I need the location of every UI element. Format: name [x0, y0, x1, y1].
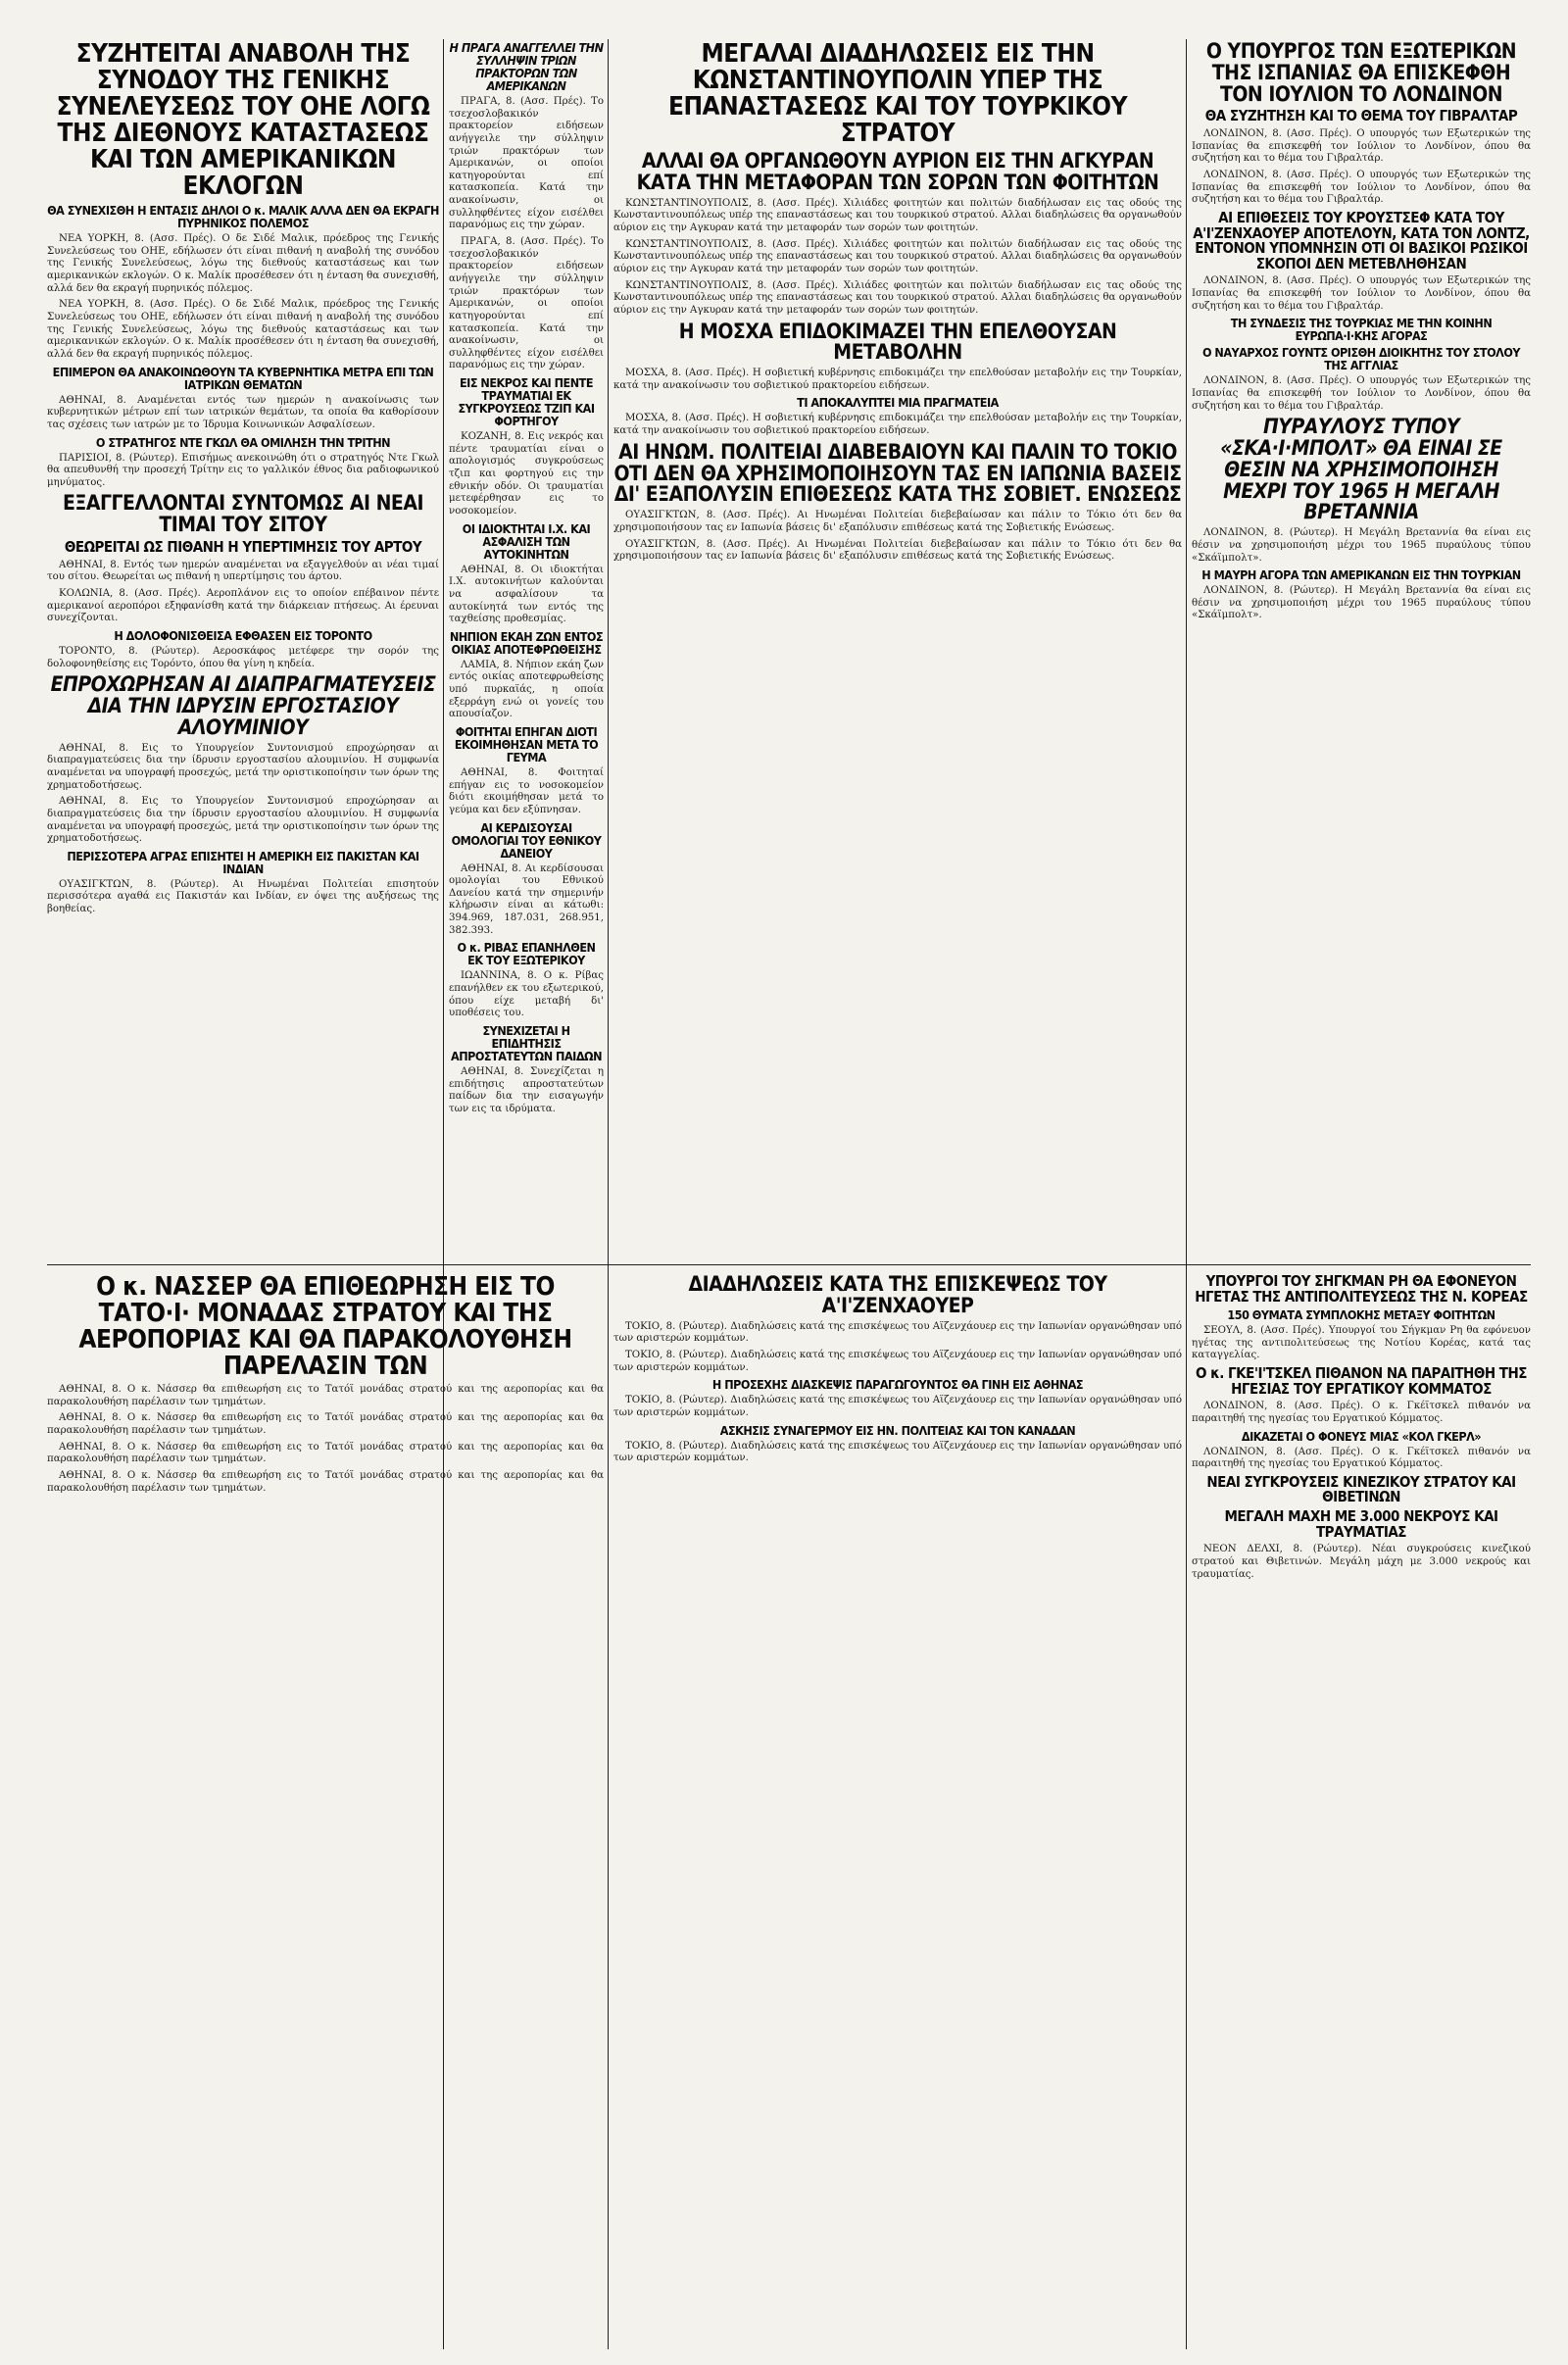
headline: ΕΙΣ ΝΕΚΡΟΣ ΚΑΙ ΠΕΝΤΕ ΤΡΑΥΜΑΤΙΑΙ ΕΚ ΣΥΓΚΡΟΥΣΕΩΣ ΤΖΙΠ ΚΑΙ ΦΟΡΤΗΓΟΥ: [458, 375, 595, 429]
column-center: [613, 37, 1182, 1253]
article-text: ΑΘΗΝΑΙ, 8. Ο κ. Νάσσερ θα επιθεωρήση εις το Τατόϊ μονάδας στρατού και της αεροπορίας και θα παρακολουθήση παρέλασιν των τμημάτων.: [47, 1412, 604, 1437]
headline: ΑΙ ΚΕΡΔΙΣΟΥΣΑΙ ΟΜΟΛΟΓΙΑΙ ΤΟΥ ΕΘΝΙΚΟΥ ΔΑΝΕΙΟΥ: [451, 819, 602, 861]
article-text: ΚΟΛΩΝΙΑ, 8. (Ασσ. Πρές). Αεροπλάνον εις το οποίον επέβαινον πέντε αμερικανοί αεροπόροι εξηφανίσθη κατά την διάρκειαν πτήσεως. Αι έρευναι συνεχίζονται.: [47, 587, 439, 624]
subheadline: ΑΛΛΑΙ ΘΑ ΟΡΓΑΝΩΘΟΥΝ ΑΥΡΙΟΝ ΕΙΣ ΤΗΝ ΑΓΚΥΡΑΝ ΚΑΤΑ ΤΗΝ ΜΕΤΑΦΟΡΑΝ ΤΩΝ ΣΟΡΩΝ ΤΩΝ ΦΟΙΤΗΤΩΝ: [636, 149, 1159, 194]
article-text: ΚΩΝΣΤΑΝΤΙΝΟΥΠΟΛΙΣ, 8. (Ασσ. Πρές). Χιλιάδες φοιτητών και πολιτών διαδήλωσαν εις τας οδούς της Κωνσταντινουπόλεως υπέρ της επαναστάσεως και του τουρκικού στρατού. Αλλαι διαδηλώσεις θα οργανωθούν αύριον εις την Αγκυραν κατά την μεταφοράν των σορών των φοιτητών.: [613, 238, 1182, 274]
subheadline: ΘΕΩΡΕΙΤΑΙ ΩΣ ΠΙΘΑΝΗ Η ΥΠΕΡΤΙΜΗΣΙΣ ΤΟΥ ΑΡΤΟΥ: [64, 538, 422, 557]
article-text: ΜΟΣΧΑ, 8. (Ασσ. Πρές). Η σοβιετική κυβέρνησις επιδοκιμάζει την επελθούσαν μεταβολήν εις την Τουρκίαν, κατά την ανακοίνωσιν του σοβιετικού πρακτορείου ειδήσεων.: [613, 368, 1182, 391]
headline: ΠΕΡΙΣΣΟΤΕΡΑ ΑΓΡΑΣ ΕΠΙΣΗΤΕΙ Η ΑΜΕΡΙΚΗ ΕΙΣ ΠΑΚΙΣΤΑΝ ΚΑΙ ΙΝΔΙΑΝ: [67, 848, 419, 876]
article-text: ΚΩΝΣΤΑΝΤΙΝΟΥΠΟΛΙΣ, 8. (Ασσ. Πρές). Χιλιάδες φοιτητών και πολιτών διαδήλωσαν εις τας οδούς της Κωνσταντινουπόλεως υπέρ της επαναστάσεως και του τουρκικού στρατού. Αλλαι διαδηλώσεις θα οργανωθούν αύριον εις την Αγκυραν κατά την μεταφοράν των σορών των φοιτητών.: [613, 197, 1182, 234]
headline: ΕΠΡΟΧΩΡΗΣΑΝ ΑΙ ΔΙΑΠΡΑΓΜΑΤΕΥΣΕΙΣ ΔΙΑ ΤΗΝ ΙΔΡΥΣΙΝ ΕΡΓΟΣΤΑΣΙΟΥ ΑΛΟΥΜΙΝΙΟΥ: [50, 672, 436, 739]
article-text: ΛΟΝΔΙΝΟΝ, 8. (Ασσ. Πρές). Ο υπουργός των Εξωτερικών της Ισπανίας θα επισκεφθή τον Ιούλιον το Λονδίνον, όπου θα συζητήση και το θέμα του Γιβραλτάρ.: [1192, 128, 1531, 165]
article-text: ΤΟΚΙΟ, 8. (Ρώυτερ). Διαδηλώσεις κατά της επισκέψεως του Αϊζενχάουερ εις την Ιαπωνίαν οργανώθησαν υπό των αριστερών κομμάτων.: [613, 1395, 1182, 1418]
headline: ΔΙΑΔΗΛΩΣΕΙΣ ΚΑΤΑ ΤΗΣ ΕΠΙΣΚΕΨΕΩΣ ΤΟΥ Α'Ι'ΖΕΝΧΑΟΥΕΡ: [688, 1272, 1107, 1317]
headline: Ο κ. ΡΙΒΑΣ ΕΠΑΝΗΛΘΕΝ ΕΚ ΤΟΥ ΕΞΩΤΕΡΙΚΟΥ: [457, 940, 596, 968]
article-text: ΑΘΗΝΑΙ, 8. Οι ιδιοκτήται Ι.Χ. αυτοκινήτων καλούνται να ασφαλίσουν τα αυτοκίνητά των εντός της ταχθείσης προθεσμίας.: [449, 564, 604, 625]
article-text: ΟΥΑΣΙΓΚΤΩΝ, 8. (Ρώυτερ). Αι Ηνωμέναι Πολιτείαι επισητούν περισσότερα αγαθά εις Πακιστάν και Ινδίαν, εν όψει της αυξήσεως της βοηθείας.: [47, 878, 439, 915]
headline: ΝΕΑΙ ΣΥΓΚΡΟΥΣΕΙΣ ΚΙΝΕΖΙΚΟΥ ΣΤΡΑΤΟΥ ΚΑΙ ΘΙΒΕΤΙΝΩΝ: [1206, 1472, 1516, 1506]
lower-center: [613, 1270, 1182, 2348]
article-text: ΤΟΚΙΟ, 8. (Ρώυτερ). Διαδηλώσεις κατά της επισκέψεως του Αϊζενχάουερ εις την Ιαπωνίαν οργανώθησαν υπό των αριστερών κομμάτων.: [613, 1349, 1182, 1373]
lower-right: [1192, 1270, 1531, 2348]
article-text: ΤΟΡΟΝΤΟ, 8. (Ρώυτερ). Αεροσκάφος μετέφερε την σορόν της δολοφονηθείσης εις Τορόντο, όπου θα γίνη η κηδεία.: [47, 645, 439, 669]
article-text: ΤΟΚΙΟ, 8. (Ρώυτερ). Διαδηλώσεις κατά της επισκέψεως του Αϊζενχάουερ εις την Ιαπωνίαν οργανώθησαν υπό των αριστερών κομμάτων.: [613, 1320, 1182, 1345]
subheadline: 150 ΘΥΜΑΤΑ ΣΥΜΠΛΟΚΗΣ ΜΕΤΑΞΥ ΦΟΙΤΗΤΩΝ: [1227, 1307, 1495, 1323]
article-text: ΠΑΡΙΣΙΟΙ, 8. (Ρώυτερ). Επισήμως ανεκοινώθη ότι ο στρατηγός Ντε Γκωλ θα απευθυνθή την προσεχή Τρίτην εις το γαλλικόν έθνος δια ραδιοφωνικού μηνύματος.: [47, 452, 439, 488]
article-text: ΝΕΑ ΥΟΡΚΗ, 8. (Ασσ. Πρές). Ο δε Σιδέ Μαλικ, πρόεδρος της Γενικής Συνελεύσεως του ΟΗΕ, εδήλωσεν ότι είναι πιθανή η αναβολή της συνόδου της Γενικής Συνελεύσεως, λόγω της διεθνούς καταστάσεως και των αμερικανικών εκλογών. Ο κ. Μαλίκ προσέθεσεν ότι η ένταση θα συνεχισθή, αλλά δεν θα εκραγή πυρηνικός πόλεμος.: [47, 233, 439, 294]
section-rule: [47, 1264, 1531, 1265]
article-text: ΑΘΗΝΑΙ, 8. Αναμένεται εντός των ημερών η ανακοίνωσις των κυβερνητικών μέτρων επί των ιατρικών θεμάτων, τα οποία θα καθορίσουν τας σχέσεις των ιατρών με το Ίδρυμα Κοινωνικών Ασφαλίσεων.: [47, 394, 439, 430]
article-text: ΑΘΗΝΑΙ, 8. Φοιτηταί επήγαν εις το νοσοκομείον διότι εκοιμήθησαν μετά το γεύμα και δεν εξύπνησαν.: [449, 766, 604, 815]
article-text: ΚΩΝΣΤΑΝΤΙΝΟΥΠΟΛΙΣ, 8. (Ασσ. Πρές). Χιλιάδες φοιτητών και πολιτών διαδήλωσαν εις τας οδούς της Κωνσταντινουπόλεως υπέρ της επαναστάσεως και του τουρκικού στρατού. Αλλαι διαδηλώσεις θα οργανωθούν αύριον εις την Αγκυραν κατά την μεταφοράν των σορών των φοιτητών.: [613, 279, 1182, 316]
article-text: ΛΑΜΙΑ, 8. Νήπιον εκάη ζων εντός οικίας αποτεφρωθείσης υπό πυρκαϊάς, η οποία εξερράγη ενώ οι γονείς του απουσίαζον.: [449, 659, 604, 720]
lower-left: [47, 1270, 604, 2348]
headline: ΣΥΖΗΤΕΙΤΑΙ ΑΝΑΒΟΛΗ ΤΗΣ ΣΥΝΟΔΟΥ ΤΗΣ ΓΕΝΙΚΗΣ ΣΥΝΕΛΕΥΣΕΩΣ ΤΟΥ ΟΗΕ ΛΟΓΩ ΤΗΣ ΔΙΕΘΝΟΥΣ ΚΑΤΑΣΤΑΣΕΩΣ ΚΑΙ ΤΩΝ ΑΜΕΡΙΚΑΝΙΚΩΝ ΕΚΛΟΓΩΝ: [56, 39, 430, 202]
article-text: ΣΕΟΥΛ, 8. (Ασσ. Πρές). Υπουργοί του Σήγκμαν Ρη θα εφόνευον ηγέτας της αντιπολιτεύσεως της Νοτίου Κορέας, κατά τας καταγγελίας.: [1192, 1325, 1531, 1361]
headline: ΑΙ ΕΠΙΘΕΣΕΙΣ ΤΟΥ ΚΡΟΥΣΤΣΕΦ ΚΑΤΑ ΤΟΥ Α'Ι'ΖΕΝΧΑΟΥΕΡ ΑΠΟΤΕΛΟΥΝ, ΚΑΤΑ ΤΟΝ ΛΟΝΤΖ, ΕΝΤΟΝΟΝ ΥΠΟΜΝΗΣΙΝ ΟΤΙ ΟΙ ΒΑΣΙΚΟΙ ΡΩΣΙΚΟΙ ΣΚΟΠΟΙ ΔΕΝ ΜΕΤΕΒΛΗΘΗΣΑΝ: [1193, 208, 1530, 272]
headline: ΕΠΙΜΕΡΟΝ ΘΑ ΑΝΑΚΟΙΝΩΘΟΥΝ ΤΑ ΚΥΒΕΡΝΗΤΙΚΑ ΜΕΤΡΑ ΕΠΙ ΤΩΝ ΙΑΤΡΙΚΩΝ ΘΕΜΑΤΩΝ: [52, 364, 434, 392]
headline: Ο κ. ΓΚΕ'Ι'ΤΣΚΕΛ ΠΙΘΑΝΟΝ ΝΑ ΠΑΡΑΙΤΗΘΗ ΤΗΣ ΗΓΕΣΙΑΣ ΤΟΥ ΕΡΓΑΤΙΚΟΥ ΚΟΜΜΑΤΟΣ: [1195, 1364, 1528, 1398]
article-text: ΑΘΗΝΑΙ, 8. Ο κ. Νάσσερ θα επιθεωρήση εις το Τατόϊ μονάδας στρατού και της αεροπορίας και θα παρακολουθήση παρέλασιν των τμημάτων.: [47, 1469, 604, 1494]
subheadline: ΜΕΓΑΛΗ ΜΑΧΗ ΜΕ 3.000 ΝΕΚΡΟΥΣ ΚΑΙ ΤΡΑΥΜΑΤΙΑΣ: [1224, 1507, 1498, 1541]
column-narrow: [449, 37, 604, 1253]
article-text: ΛΟΝΔΙΝΟΝ, 8. (Ασσ. Πρές). Ο υπουργός των Εξωτερικών της Ισπανίας θα επισκεφθή τον Ιούλιον το Λονδίνον, όπου θα συζητήση και το θέμα του Γιβραλτάρ.: [1192, 375, 1531, 412]
headline: ΝΗΠΙΟΝ ΕΚΑΗ ΖΩΝ ΕΝΤΟΣ ΟΙΚΙΑΣ ΑΠΟΤΕΦΡΩΘΕΙΣΗΣ: [449, 628, 604, 657]
article-text: ΟΥΑΣΙΓΚΤΩΝ, 8. (Ασσ. Πρές). Αι Ηνωμέναι Πολιτείαι διεβεβαίωσαν και πάλιν το Τόκιο ότι δεν θα χρησιμοποιήσουν τας εν Ιαπωνία βάσεις δι' εξαπόλυσιν επιθέσεως κατά της Σοβιετικής Ενώσεως.: [613, 510, 1182, 533]
column-left: [47, 37, 439, 1253]
article-text: ΑΘΗΝΑΙ, 8. Εντός των ημερών αναμένεται να εξαγγελθούν αι νέαι τιμαί του σίτου. Θεωρείται ως πιθανή η υπερτίμησις του άρτου.: [47, 559, 439, 583]
article-text: ΑΘΗΝΑΙ, 8. Εις το Υπουργείον Συντονισμού επροχώρησαν αι διαπραγματεύσεις δια την ίδρυσιν εργοστασίου αλουμινίου. Η συμφωνία αναμένεται να υπογραφή προσεχώς, μετά την οριστικοποίησιν των όρων της χρηματοδοτήσεως.: [47, 796, 439, 845]
article-text: ΛΟΝΔΙΝΟΝ, 8. (Ασσ. Πρές). Ο υπουργός των Εξωτερικών της Ισπανίας θα επισκεφθή τον Ιούλιον το Λονδίνον, όπου θα συζητήση και το θέμα του Γιβραλτάρ.: [1192, 275, 1531, 312]
article-text: ΜΟΣΧΑ, 8. (Ασσ. Πρές). Η σοβιετική κυβέρνησις επιδοκιμάζει την επελθούσαν μεταβολήν εις την Τουρκίαν, κατά την ανακοίνωσιν του σοβιετικού πρακτορείου ειδήσεων.: [613, 413, 1182, 437]
column-rule: [608, 39, 609, 2349]
subheadline: ΘΑ ΣΥΖΗΤΗΣΗ ΚΑΙ ΤΟ ΘΕΜΑ ΤΟΥ ΓΙΒΡΑΛΤΑΡ: [1204, 107, 1518, 125]
article-text: ΠΡΑΓΑ, 8. (Ασσ. Πρές). Το τσεχοσλοβακικόν πρακτορείον ειδήσεων ανήγγειλε την σύλληψιν τριών πρακτόρων των Αμερικανών, οι οποίοι κατηγορούνται επί κατασκοπεία. Κατά την ανακοίνωσιν, οι συλληφθέντες είχον εισέλθει παρανόμως εις την χώραν.: [449, 96, 604, 231]
headline: ΤΙ ΑΠΟΚΑΛΥΠΤΕΙ ΜΙΑ ΠΡΑΓΜΑΤΕΙΑ: [797, 395, 999, 411]
article-text: ΠΡΑΓΑ, 8. (Ασσ. Πρές). Το τσεχοσλοβακικόν πρακτορείον ειδήσεων ανήγγειλε την σύλληψιν τριών πρακτόρων των Αμερικανών, οι οποίοι κατηγορούνται επί κατασκοπεία. Κατά την ανακοίνωσιν, οι συλληφθέντες είχον εισέλθει παρανόμως εις την χώραν.: [449, 236, 604, 371]
article-text: ΛΟΝΔΙΝΟΝ, 8. (Ασσ. Πρές). Ο κ. Γκέϊτσκελ πιθανόν να παραιτηθή της ηγεσίας του Εργατικού Κόμματος.: [1192, 1401, 1531, 1424]
headline: ΜΕΓΑΛΑΙ ΔΙΑΔΗΛΩΣΕΙΣ ΕΙΣ ΤΗΝ ΚΩΝΣΤΑΝΤΙΝΟΥΠΟΛΙΝ ΥΠΕΡ ΤΗΣ ΕΠΑΝΑΣΤΑΣΕΩΣ ΚΑΙ ΤΟΥ ΤΟΥΡΚΙΚΟΥ ΣΤΡΑΤΟΥ: [667, 39, 1128, 149]
headline: Η ΔΟΛΟΦΟΝΙΣΘΕΙΣΑ ΕΦΘΑΣΕΝ ΕΙΣ ΤΟΡΟΝΤΟ: [114, 627, 372, 643]
headline: ΤΗ ΣΥΝΔΕΣΙΣ ΤΗΣ ΤΟΥΡΚΙΑΣ ΜΕ ΤΗΝ ΚΟΙΝΗΝ ΕΥΡΩΠΑ·Ι·ΚΗΣ ΑΓΟΡΑΣ: [1230, 316, 1493, 344]
headline: Ο κ. ΝΑΣΣΕΡ ΘΑ ΕΠΙΘΕΩΡΗΣΗ ΕΙΣ ΤΟ ΤΑΤΟ·Ι· ΜΟΝΑΔΑΣ ΣΤΡΑΤΟΥ ΚΑΙ ΤΗΣ ΑΕΡΟΠΟΡΙΑΣ ΚΑΙ ΘΑ ΠΑΡΑΚΟΛΟΥΘΗΣΗ ΠΑΡΕΛΑΣΙΝ ΤΩΝ: [78, 1272, 572, 1382]
headline: Ο ΝΑΥΑΡΧΟΣ ΓΟΥΝΤΣ ΟΡΙΣΘΗ ΔΙΟΙΚΗΤΗΣ ΤΟΥ ΣΤΟΛΟΥ ΤΗΣ ΑΓΓΛΙΑΣ: [1201, 345, 1521, 373]
headline: ΑΙ ΗΝΩΜ. ΠΟΛΙΤΕΙΑΙ ΔΙΑΒΕΒΑΙΟΥΝ ΚΑΙ ΠΑΛΙΝ ΤΟ ΤΟΚΙΟ ΟΤΙ ΔΕΝ ΘΑ ΧΡΗΣΙΜΟΠΟΙΗΣΟΥΝ ΤΑΣ ΕΝ ΙΑΠΩΝΙΑ ΒΑΣΕΙΣ ΔΙ' ΕΞΑΠΟΛΥΣΙΝ ΕΠΙΘΕΣΕΩΣ ΚΑΤΑ ΤΗΣ ΣΟΒΙΕΤ. ΕΝΩΣΕΩΣ: [613, 439, 1182, 507]
article-text: ΑΘΗΝΑΙ, 8. Εις το Υπουργείον Συντονισμού επροχώρησαν αι διαπραγματεύσεις δια την ίδρυσιν εργοστασίου αλουμινίου. Η συμφωνία αναμένεται να υπογραφή προσεχώς, μετά την οριστικοποίησιν των όρων της χρηματοδοτήσεως.: [47, 742, 439, 791]
article-text: ΑΘΗΝΑΙ, 8. Ο κ. Νάσσερ θα επιθεωρήση εις το Τατόϊ μονάδας στρατού και της αεροπορίας και θα παρακολουθήση παρέλασιν των τμημάτων.: [47, 1384, 604, 1407]
article-text: ΛΟΝΔΙΝΟΝ, 8. (Ρώυτερ). Η Μεγάλη Βρεταννία θα είναι εις θέσιν να χρησιμοποιήση μέχρι του 1965 πυραύλους τύπου «Σκάϊμπολτ».: [1192, 585, 1531, 621]
article-text: ΑΘΗΝΑΙ, 8. Ο κ. Νάσσερ θα επιθεωρήση εις το Τατόϊ μονάδας στρατού και της αεροπορίας και θα παρακολουθήση παρέλασιν των τμημάτων.: [47, 1441, 604, 1465]
article-text: ΛΟΝΔΙΝΟΝ, 8. (Ασσ. Πρές). Ο κ. Γκέϊτσκελ πιθανόν να παραιτηθή της ηγεσίας του Εργατικού Κόμματος.: [1192, 1446, 1531, 1470]
headline: Η ΜΟΣΧΑ ΕΠΙΔΟΚΙΜΑΖΕΙ ΤΗΝ ΕΠΕΛΘΟΥΣΑΝ ΜΕΤΑΒΟΛΗΝ: [678, 319, 1117, 365]
article-text: ΑΘΗΝΑΙ, 8. Αι κερδίσουσαι ομολογίαι του Εθνικού Δανείου κατά την σημερινήν κλήρωσιν είναι αι κάτωθι: 394.969, 187.031, 268.951, 382.393.: [449, 862, 604, 936]
headline: ΑΣΚΗΣΙΣ ΣΥΝΑΓΕΡΜΟΥ ΕΙΣ ΗΝ. ΠΟΛΙΤΕΙΑΣ ΚΑΙ ΤΟΝ ΚΑΝΑΔΑΝ: [719, 1422, 1076, 1438]
headline: ΕΞΑΓΓΕΛΛΟΝΤΑΙ ΣΥΝΤΟΜΩΣ ΑΙ ΝΕΑΙ ΤΙΜΑΙ ΤΟΥ ΣΙΤΟΥ: [63, 491, 423, 537]
column-rule: [1186, 39, 1187, 2349]
article-text: ΚΟΖΑΝΗ, 8. Εις νεκρός και πέντε τραυματίαι είναι ο απολογισμός συγκρούσεως τζιπ και φορτηγού εις την εθνικήν οδόν. Οι τραυματίαι μετεφέρθησαν εις το νοσοκομείον.: [449, 431, 604, 517]
headline: Η ΠΡΑΓΑ ΑΝΑΓΓΕΛΛΕΙ ΤΗΝ ΣΥΛΛΗΨΙΝ ΤΡΙΩΝ ΠΡΑΚΤΟΡΩΝ ΤΩΝ ΑΜΕΡΙΚΑΝΩΝ: [449, 40, 604, 93]
column-right: [1192, 37, 1531, 1253]
headline: ΣΥΝΕΧΙΖΕΤΑΙ Η ΕΠΙΔΗΤΗΣΙΣ ΑΠΡΟΣΤΑΤΕΥΤΩΝ ΠΑΙΔΩΝ: [451, 1022, 602, 1063]
headline: ΔΙΚΑΖΕΤΑΙ Ο ΦΟΝΕΥΣ ΜΙΑΣ «ΚΟΛ ΓΚΕΡΛ»: [1241, 1428, 1482, 1444]
article-text: ΝΕΟΝ ΔΕΛΧΙ, 8. (Ρώυτερ). Νέαι συγκρούσεις κινεζικού στρατού και Θιβετινών. Μεγάλη μάχη με 3.000 νεκρούς και τραυματίας.: [1192, 1544, 1531, 1580]
headline: ΦΟΙΤΗΤΑΙ ΕΠΗΓΑΝ ΔΙΟΤΙ ΕΚΟΙΜΗΘΗΣΑΝ ΜΕΤΑ ΤΟ ΓΕΥΜΑ: [454, 723, 599, 764]
article-text: ΙΩΑΝΝΙΝΑ, 8. Ο κ. Ρίβας επανήλθεν εκ του εξωτερικού, όπου είχε μεταβή δι' υποθέσεις του.: [449, 970, 604, 1019]
headline: ΟΙ ΙΔΙΟΚΤΗΤΑΙ Ι.Χ. ΚΑΙ ΑΣΦΑΛΙΣΗ ΤΩΝ ΑΥΤΟΚΙΝΗΤΩΝ: [462, 520, 591, 562]
headline: Η ΠΡΟΣΕΧΗΣ ΔΙΑΣΚΕΨΙΣ ΠΑΡΑΓΩΓΟΥΝΤΟΣ ΘΑ ΓΙΝΗ ΕΙΣ ΑΘΗΝΑΣ: [711, 1377, 1084, 1393]
headline: ΥΠΟΥΡΓΟΙ ΤΟΥ ΣΗΓΚΜΑΝ ΡΗ ΘΑ ΕΦΟΝΕΥΟΝ ΗΓΕΤΑΣ ΤΗΣ ΑΝΤΙΠΟΛΙΤΕΥΣΕΩΣ ΤΗΣ Ν. ΚΟΡΕΑΣ: [1195, 1272, 1528, 1306]
headline: Η ΜΑΥΡΗ ΑΓΟΡΑ ΤΩΝ ΑΜΕΡΙΚΑΝΩΝ ΕΙΣ ΤΗΝ ΤΟΥΡΚΙΑΝ: [1201, 567, 1521, 583]
article-text: ΝΕΑ ΥΟΡΚΗ, 8. (Ασσ. Πρές). Ο δε Σιδέ Μαλικ, πρόεδρος της Γενικής Συνελεύσεως του ΟΗΕ, εδήλωσεν ότι είναι πιθανή η αναβολή της συνόδου της Γενικής Συνελεύσεως, λόγω της διεθνούς καταστάσεως και των αμερικανικών εκλογών. Ο κ. Μαλίκ προσέθεσεν ότι η ένταση θα συνεχισθή, αλλά δεν θα εκραγή πυρηνικός πόλεμος.: [47, 299, 439, 360]
article-text: ΛΟΝΔΙΝΟΝ, 8. (Ρώυτερ). Η Μεγάλη Βρεταννία θα είναι εις θέσιν να χρησιμοποιήση μέχρι του 1965 πυραύλους τύπου «Σκάϊμπολτ».: [1192, 527, 1531, 564]
subheadline: ΘΑ ΣΥΝΕΧΙΣΘΗ Η ΕΝΤΑΣΙΣ ΔΗΛΟΙ Ο κ. ΜΑΛΙΚ ΑΛΛΑ ΔΕΝ ΘΑ ΕΚΡΑΓΗ ΠΥΡΗΝΙΚΟΣ ΠΟΛΕΜΟΣ: [47, 203, 439, 231]
article-text: ΑΘΗΝΑΙ, 8. Συνεχίζεται η επιδήτησις απροστατεύτων παίδων δια την εισαγωγήν των εις τα ιδρύματα.: [449, 1065, 604, 1114]
headline: ΠΥΡΑΥΛΟΥΣ ΤΥΠΟΥ «ΣΚΑ·Ι·ΜΠΟΛΤ» ΘΑ ΕΙΝΑΙ ΣΕ ΘΕΣΙΝ ΝΑ ΧΡΗΣΙΜΟΠΟΙΗΣΗ ΜΕΧΡΙ ΤΟΥ 1965 Η ΜΕΓΑΛΗ ΒΡΕΤΑΝΝΙΑ: [1220, 415, 1502, 524]
article-text: ΤΟΚΙΟ, 8. (Ρώυτερ). Διαδηλώσεις κατά της επισκέψεως του Αϊζενχάουερ εις την Ιαπωνίαν οργανώθησαν υπό των αριστερών κομμάτων.: [613, 1440, 1182, 1464]
headline: Ο ΥΠΟΥΡΓΟΣ ΤΩΝ ΕΞΩΤΕΡΙΚΩΝ ΤΗΣ ΙΣΠΑΝΙΑΣ ΘΑ ΕΠΙΣΚΕΦΘΗ ΤΟΝ ΙΟΥΛΙΟΝ ΤΟ ΛΟΝΔΙΝΟΝ: [1205, 39, 1517, 106]
article-text: ΟΥΑΣΙΓΚΤΩΝ, 8. (Ασσ. Πρές). Αι Ηνωμέναι Πολιτείαι διεβεβαίωσαν και πάλιν το Τόκιο ότι δεν θα χρησιμοποιήσουν τας εν Ιαπωνία βάσεις δι' εξαπόλυσιν επιθέσεως κατά της Σοβιετικής Ενώσεως.: [613, 538, 1182, 563]
headline: Ο ΣΤΡΑΤΗΓΟΣ ΝΤΕ ΓΚΩΛ ΘΑ ΟΜΙΛΗΣΗ ΤΗΝ ΤΡΙΤΗΝ: [95, 434, 391, 450]
article-text: ΛΟΝΔΙΝΟΝ, 8. (Ασσ. Πρές). Ο υπουργός των Εξωτερικών της Ισπανίας θα επισκεφθή τον Ιούλιον το Λονδίνον, όπου θα συζητήση και το θέμα του Γιβραλτάρ.: [1192, 170, 1531, 206]
